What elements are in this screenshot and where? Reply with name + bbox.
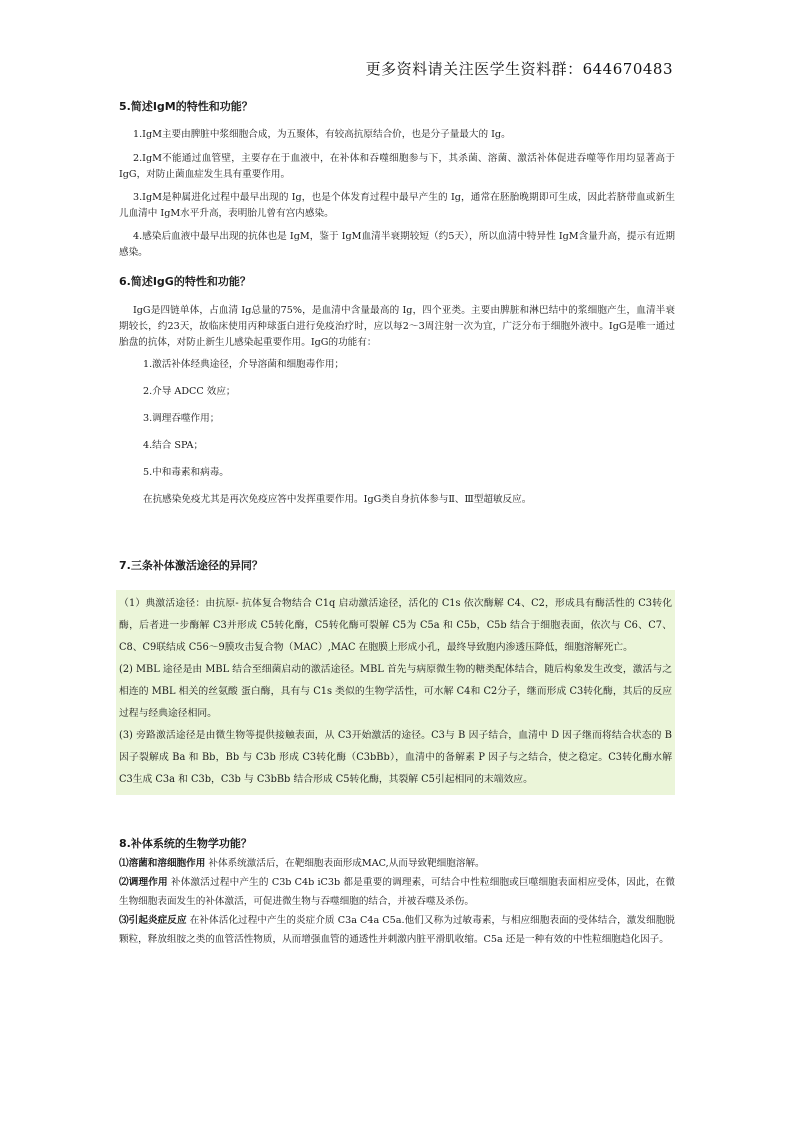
q5-item-3: 3.IgM是种属进化过程中最早出现的 Ig，也是个体发育过程中最早产生的 Ig，通常在胚胎晚期即可生成，因此若脐带血或新生儿血清中 IgM水平升高，表明胎儿曾有宫内感染。: [119, 192, 675, 219]
q8-item-2-label: ⑵调理作用: [119, 877, 168, 888]
q6-function-5: 5.中和毒素和病毒。: [143, 467, 229, 478]
q6-function-1: 1.激活补体经典途径，介导溶菌和细胞毒作用；: [143, 359, 345, 370]
q7-paragraph-3: (3) 旁路激活途径是由微生物等提供接触表面，从 C3开始激活的途径。C3与 B 因子结合，血清中 D 因子继而将结合状态的 B 因子裂解成 Ba 和 Bb，Bb 与 C3b 形成 C3转化酶（C3bBb），血清中的备解素 P 因子与之结合，使之稳定。C3转化酶水解 C3生成 C3a 和 C3b，C3b 与 C3bBb 结合形成 C5转化酶，其裂解 C5引起相同的末端效应。: [119, 730, 672, 785]
q5-item-2: 2.IgM不能通过血管壁，主要存在于血液中，在补体和吞噬细胞参与下，其杀菌、溶菌、激活补体促进吞噬等作用均显著高于 IgG，对防止菌血症发生具有重要作用。: [119, 153, 675, 180]
q6-function-3: 3.调理吞噬作用；: [143, 413, 220, 424]
q7-title: 7.三条补体激活途径的异同？: [119, 559, 263, 572]
q8-title: 8.补体系统的生物学功能？: [119, 837, 252, 850]
q5-title: 5.简述IgM的特性和功能？: [119, 100, 253, 113]
q6-intro: IgG是四链单体，占血清 Ig总量的75%，是血清中含量最高的 Ig，四个亚类。主要由脾脏和淋巴结中的浆细胞产生，血清半衰期较长，约23天，故临床使用丙种球蛋白进行免疫治疗时，应以每2～3周注射一次为宜，广泛分布于细胞外液中。IgG是唯一通过胎盘的抗体，对防止新生儿感染起重要作用。IgG的功能有：: [119, 305, 675, 348]
q8-item-2: [119, 873, 675, 911]
q5-item-1: 1.IgM主要由脾脏中浆细胞合成，为五聚体，有较高抗原结合价，也是分子量最大的 Ig。: [133, 129, 511, 140]
q7-highlight-block: [116, 590, 675, 795]
q8-item-1-label: ⑴溶菌和溶细胞作用: [119, 858, 206, 869]
q8-item-3-label: ⑶引起炎症反应: [119, 915, 187, 926]
q6-closing: 在抗感染免疫尤其是再次免疫应答中发挥重要作用。IgG类自身抗体参与Ⅱ、Ⅲ型超敏反应。: [143, 494, 532, 505]
q6-title: 6.简述IgG的特性和功能？: [119, 275, 251, 288]
q5-item-4: 4.感染后血液中最早出现的抗体也是 IgM，鉴于 IgM血清半衰期较短（约5天），所以血清中特异性 IgM含量升高，提示有近期感染。: [119, 231, 675, 258]
q6-function-2: 2.介导 ADCC 效应；: [143, 386, 236, 397]
q8-item-2-text: 补体激活过程中产生的 C3b C4b iC3b 都是重要的调理素，可结合中性粒细胞或巨噬细胞表面相应受体，因此，在微生物细胞表面发生的补体激活，可促进微生物与吞噬细胞的结合，并被吞噬及杀伤。: [119, 877, 676, 907]
q6-function-4: 4.结合 SPA；: [143, 440, 204, 451]
q8-item-3-text: 在补体活化过程中产生的炎症介质 C3a C4a C5a.他们又称为过敏毒素，与相应细胞表面的受体结合，激发细胞脱颗粒，释放组胺之类的血管活性物质，从而增强血管的通透性并刺激内脏平滑肌收缩。C5a 还是一种有效的中性粒细胞趋化因子。: [119, 915, 675, 945]
page-header: 更多资料请关注医学生资料群：644670483: [365, 60, 673, 78]
document-body: [119, 98, 675, 949]
q7-paragraph-1: （1）典激活途径：由抗原- 抗体复合物结合 C1q 启动激活途径，活化的 C1s 依次酶解 C4、C2，形成具有酶活性的 C3转化酶，后者进一步酶解 C3并形成 C5转化酶，C5转化酶可裂解 C5为 C5a 和 C5b，C5b 结合于细胞表面，依次与 C6、C7、C8、C9联结成 C56～9膜攻击复合物（MAC）,MAC 在胞膜上形成小孔，最终导致胞内渗透压降低，细胞溶解死亡。: [119, 598, 672, 653]
q7-paragraph-2: (2) MBL 途径是由 MBL 结合至细菌启动的激活途径。MBL 首先与病原微生物的糖类配体结合，随后构象发生改变，激活与之相连的 MBL 相关的丝氨酸 蛋白酶，具有与 C1s 类似的生物学活性，可水解 C4和 C2分子，继而形成 C3转化酶，其后的反应过程与经典途径相同。: [119, 664, 672, 719]
q8-item-1-text: 补体系统激活后，在靶细胞表面形成MAC,从而导致靶细胞溶解。: [205, 858, 485, 869]
q8-item-1: [119, 854, 675, 873]
q8-item-3: [119, 911, 675, 949]
